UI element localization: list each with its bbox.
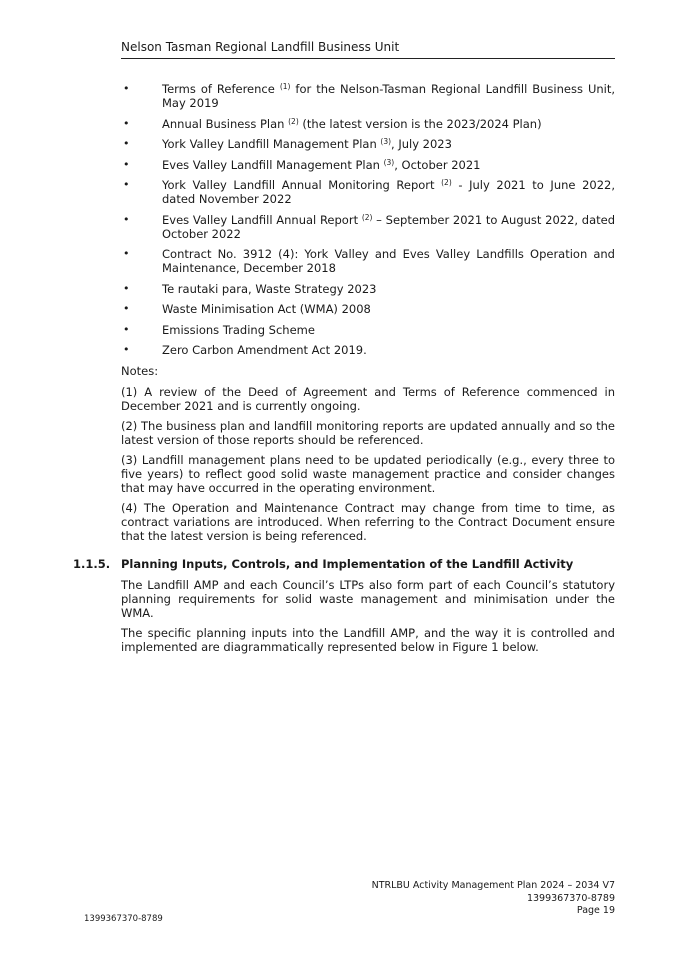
- notes-title: Notes:: [121, 364, 159, 378]
- note-paragraph: (3) Landfill management plans need to be updated periodically (e.g., every three to five years) to reflect good solid waste management practice and consider changes that may have occurred in the operating environment.: [121, 453, 615, 495]
- bullet-icon: •: [123, 247, 130, 260]
- list-item: • Te rautaki para, Waste Strategy 2023: [123, 281, 377, 296]
- section-paragraph: The Landfill AMP and each Council’s LTPs also form part of each Council’s statutory planning requirements for solid waste management and minimisation under the WMA.: [121, 578, 615, 620]
- page-header: [121, 40, 615, 59]
- section-number: 1.1.5.: [73, 557, 111, 571]
- section-paragraph: The specific planning inputs into the Landfill AMP, and the way it is controlled and implemented are diagrammatically represented below in Figure 1 below.: [121, 626, 615, 654]
- list-item: • Terms of Reference $^{(1)}$ for the Nelson-Tasman Regional Landfill Business Unit, May 2019: [123, 82, 616, 110]
- reference-list: [121, 82, 615, 364]
- note-paragraph: (4) The Operation and Maintenance Contract may change from time to time, as contract variations are introduced. When referring to the Contract Document ensure that the latest version is being referenced.: [121, 501, 615, 543]
- bullet-icon: •: [123, 212, 130, 226]
- section-heading: [73, 557, 615, 571]
- bullet-icon: •: [123, 82, 130, 95]
- list-item: • Zero Carbon Amendment Act 2019.: [123, 343, 367, 357]
- bullet-icon: •: [123, 116, 130, 130]
- footer-plan-title: NTRLBU Activity Management Plan 2024 – 2034 V7: [371, 880, 615, 891]
- footer-doc-number: 1399367370-8789: [526, 892, 615, 904]
- header-title: Nelson Tasman Regional Landfill Business Unit: [121, 40, 400, 54]
- list-item: • Waste Minimisation Act (WMA) 2008: [123, 302, 371, 316]
- bullet-icon: •: [123, 281, 130, 295]
- list-item: • York Valley Landfill Management Plan $^{(3)}$, July 2023: [123, 137, 452, 151]
- note-paragraph: (1) A review of the Deed of Agreement and Terms of Reference commenced in December 2021 and is currently ongoing.: [121, 385, 615, 413]
- section-title: Planning Inputs, Controls, and Implementation of the Landfill Activity: [121, 557, 574, 571]
- bullet-icon: •: [123, 178, 130, 191]
- list-item: • Contract No. 3912 (4): York Valley and Eves Valley Landfills Operation and Maintenance, December 2018: [123, 247, 615, 275]
- list-item: • Eves Valley Landfill Management Plan $^{(3)}$, October 2021: [123, 157, 481, 172]
- bullet-icon: •: [123, 343, 130, 356]
- list-item: • Eves Valley Landfill Annual Report $^{(2)}$ – September 2021 to August 2022, dated October 2022: [123, 212, 616, 241]
- bullet-icon: •: [123, 137, 130, 150]
- notes: [121, 385, 615, 549]
- list-item: • York Valley Landfill Annual Monitoring Report $^{(2)}$ - July 2021 to June 2022, dated November 2022: [123, 178, 615, 206]
- note-paragraph: (2) The business plan and landfill monitoring reports are updated annually and so the latest version of those reports should be referenced.: [121, 419, 615, 447]
- list-item: • Annual Business Plan $^{(2)}$ (the latest version is the 2023/2024 Plan): [123, 116, 542, 131]
- page-number: Page 19: [576, 905, 615, 916]
- bullet-icon: •: [123, 302, 130, 315]
- section-body: [121, 578, 615, 660]
- bullet-icon: •: [123, 322, 130, 336]
- page-footer: [372, 880, 615, 918]
- list-item: • Emissions Trading Scheme: [123, 322, 315, 337]
- document-id: 1399367370-8789: [84, 914, 163, 924]
- bullet-icon: •: [123, 157, 130, 171]
